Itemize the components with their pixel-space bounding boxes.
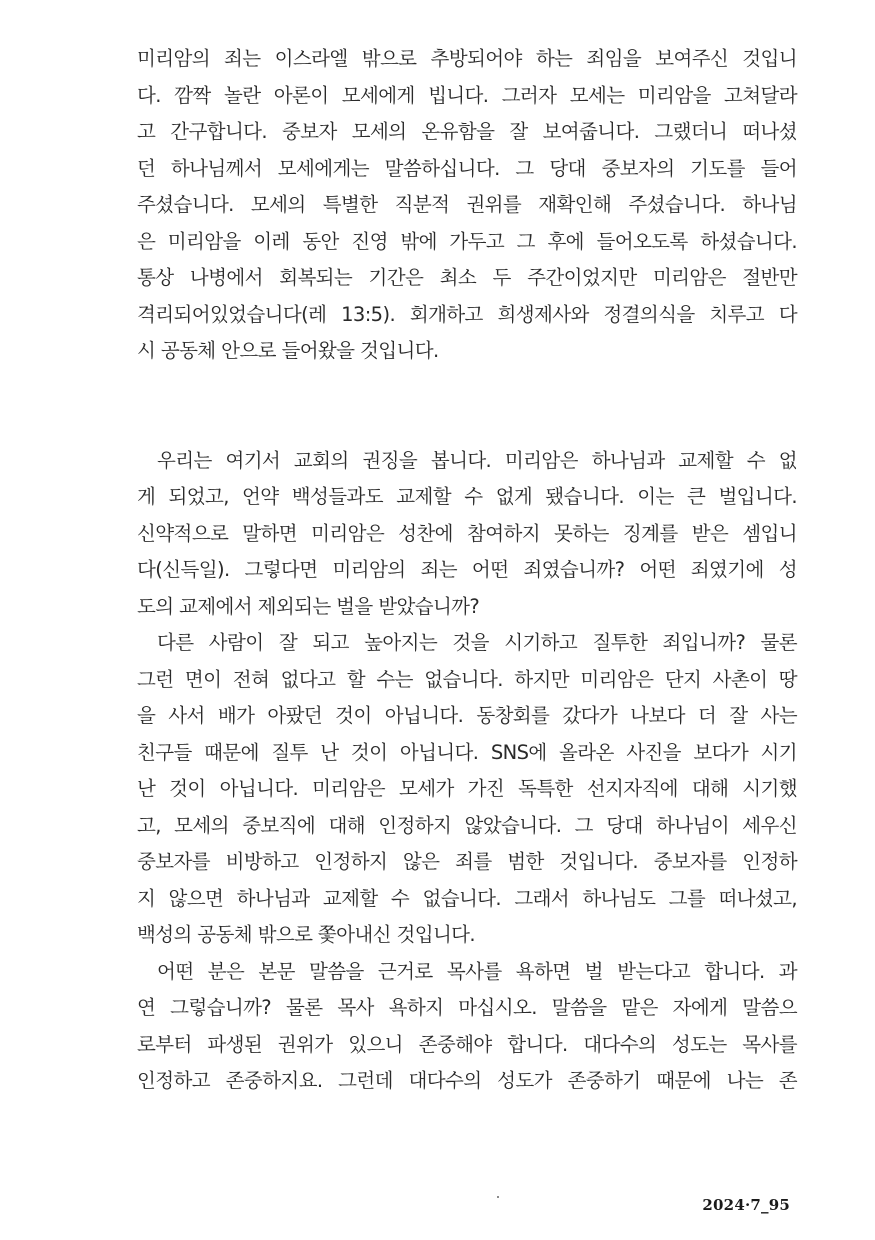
- text-line: 고 간구합니다. 중보자 모세의 온유함을 잘 보여줍니다. 그랬더니 떠나셨: [137, 120, 797, 143]
- text-line: 주셨습니다. 모세의 특별한 직분적 권위를 재확인해 주셨습니다. 하나님: [137, 193, 797, 216]
- text-line: 던 하나님께서 모세에게는 말씀하십니다. 그 당대 중보자의 기도를 들어: [137, 156, 797, 180]
- text-line: 게 되었고, 언약 백성들과도 교제할 수 없게 됐습니다. 이는 큰 벌입니다.: [137, 485, 797, 508]
- paragraph-3: [137, 625, 797, 954]
- paragraph-2: [137, 443, 797, 626]
- paragraph-1: [137, 41, 797, 370]
- text-line: 다른 사람이 잘 되고 높아지는 것을 시기하고 질투한 죄입니까? 물론: [157, 631, 797, 654]
- text-line: 지 않으면 하나님과 교제할 수 없습니다. 그래서 하나님도 그를 떠나셨고,: [137, 886, 797, 910]
- text-line: 신약적으로 말하면 미리암은 성찬에 참여하지 못하는 징계를 받은 셈입니: [137, 521, 797, 545]
- text-line: 미리암의 죄는 이스라엘 밖으로 추방되어야 하는 죄임을 보여주신 것입니: [137, 47, 797, 70]
- page-folio: 2024·7_95: [702, 1196, 790, 1214]
- text-line: 고, 모세의 중보직에 대해 인정하지 않았습니다. 그 당대 하나님이 세우신: [137, 813, 797, 837]
- text-line: 다(신득일). 그렇다면 미리암의 죄는 어떤 죄였습니까? 어떤 죄였기에 성: [137, 558, 797, 581]
- paragraph-4: [137, 954, 797, 1100]
- text-line: 우리는 여기서 교회의 권징을 봅니다. 미리암은 하나님과 교제할 수 없: [157, 448, 797, 472]
- article-body: [137, 41, 797, 1100]
- text-line: 연 그렇습니까? 물론 목사 욕하지 마십시오. 말씀을 맡은 자에게 말씀으: [137, 996, 797, 1019]
- text-line: 도의 교제에서 제외되는 벌을 받았습니까?: [137, 594, 480, 618]
- text-line: 인정하고 존중하지요. 그런데 대다수의 성도가 존중하기 때문에 나는 존: [137, 1069, 797, 1092]
- print-speck: [497, 1196, 499, 1198]
- text-line: 을 사서 배가 아팠던 것이 아닙니다. 동창회를 갔다가 나보다 더 잘 사는: [137, 704, 797, 727]
- text-line: 백성의 공동체 밖으로 쫓아내신 것입니다.: [137, 923, 476, 946]
- text-line: 친구들 때문에 질투 난 것이 아닙니다. SNS에 올라온 사진을 보다가 시기: [137, 740, 797, 764]
- text-line: 격리되어있었습니다(레 13:5). 회개하고 희생제사와 정결의식을 치루고 다: [137, 302, 797, 326]
- text-line: 다. 깜짝 놀란 아론이 모세에게 빕니다. 그러자 모세는 미리암을 고쳐달라: [137, 83, 797, 107]
- text-line: 로부터 파생된 권위가 있으니 존중해야 합니다. 대다수의 성도는 목사를: [137, 1032, 797, 1056]
- text-line: 은 미리암을 이레 동안 진영 밖에 가두고 그 후에 들어오도록 하셨습니다.: [137, 229, 797, 253]
- text-line: 난 것이 아닙니다. 미리암은 모세가 가진 독특한 선지자직에 대해 시기했: [137, 777, 797, 800]
- text-line: 중보자를 비방하고 인정하지 않은 죄를 범한 것입니다. 중보자를 인정하: [137, 850, 797, 873]
- text-line: 어떤 분은 본문 말씀을 근거로 목사를 욕하면 벌 받는다고 합니다. 과: [157, 959, 797, 983]
- paragraph-gap: [137, 370, 797, 443]
- text-line: 시 공동체 안으로 들어왔을 것입니다.: [137, 339, 439, 362]
- text-line: 통상 나병에서 회복되는 기간은 최소 두 주간이었지만 미리암은 절반만: [137, 266, 797, 289]
- text-line: 그런 면이 전혀 없다고 할 수는 없습니다. 하지만 미리암은 단지 사촌이 땅: [137, 667, 797, 691]
